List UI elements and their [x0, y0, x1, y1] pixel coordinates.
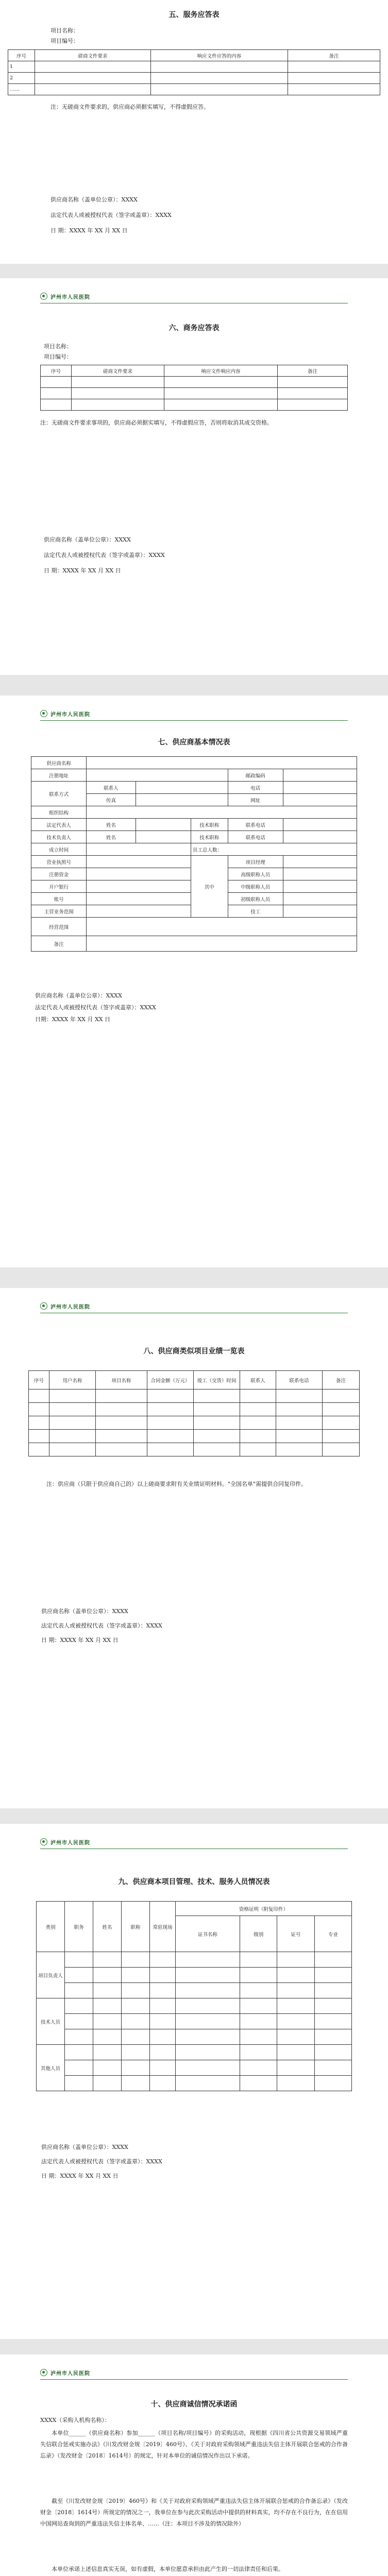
page-4: [0, 1288, 388, 1808]
page-header: [40, 1838, 348, 1849]
project-no-label: 项目编号：: [44, 353, 72, 360]
note: 注：供应商（只限于供应商自己的）以上磋商要求附有关业绩证明材料。"全国名单"需提供合同复印件。: [46, 1481, 307, 1487]
hospital-logo-icon: [40, 2369, 47, 2376]
personnel-table: [36, 1901, 352, 2091]
business-response-table: [40, 365, 348, 411]
group-label: 技术人员: [37, 1998, 65, 2045]
label: 项目经理: [228, 856, 283, 868]
page-header: [40, 1302, 348, 1313]
label: 注册资金: [31, 868, 87, 880]
note: 注：无磋商文件要求的，供应商必须据实填写，不得虚假应答。: [50, 104, 209, 110]
signature-date: 日 期：XXXX 年 XX 月 XX 日: [50, 227, 128, 234]
label: 员工总人数：: [191, 843, 357, 856]
col-header: 磋商文件要求: [35, 50, 151, 61]
label: 供应商名称: [31, 757, 87, 769]
signature-representative: 法定代表人或被授权代表（签字或盖章）：XXXX: [41, 2158, 162, 2165]
signature-date: 日期：XXXX 年 XX 月 XX 日: [35, 1016, 111, 1023]
project-no-label: 项目编号：: [50, 38, 79, 44]
supplier-basic-info-table: [31, 756, 357, 952]
label: 成立时间: [31, 843, 87, 856]
col-header: 备注: [278, 365, 348, 377]
signature-supplier: 供应商名称（盖单位公章）：XXXX: [50, 196, 138, 203]
page-title: 十、供应商诚信情况承诺函: [150, 2400, 238, 2409]
hospital-logo-icon: [40, 293, 47, 300]
page-title: 五、服务应答表: [168, 11, 220, 19]
col-header: 竣工（交货）时间: [194, 1371, 240, 1389]
col-header: 项目名称: [96, 1371, 147, 1389]
signature-supplier: 供应商名称（盖单位公章）：XXXX: [41, 1608, 128, 1615]
commitment-paragraph: 截至《川发改财金规〔2019〕460号》和《关于对政府采购领域严重违法失信主体开展联合惩戒的合作备忘录》（发改财金〔2018〕1614号）所规定的情况之一，我单位在参与此次采购活动中提供的材料真实，均不存在不良行为，在在信用中国网站查询到的严重违法失信主体名单、……（注：本项目不涉及的情况除外）: [40, 2498, 348, 2527]
page-title: 九、供应商本项目管理、技术、服务人员情况表: [118, 1878, 270, 1886]
label: 备注: [31, 936, 87, 952]
service-response-table: [8, 49, 380, 95]
col-header: 备注: [323, 1371, 360, 1389]
label: 技术职称: [191, 819, 228, 831]
label: 网址: [228, 794, 283, 806]
col-header: 磋商文件要求: [72, 365, 164, 377]
page-title: 八、供应商类似项目业绩一览表: [143, 1347, 245, 1355]
page-header: [40, 293, 348, 303]
col-header: 备注: [288, 50, 380, 61]
label: 传真: [87, 794, 136, 806]
col-subheader: 证书名称: [176, 1916, 240, 1952]
signature-supplier: 供应商名称（盖单位公章）：XXXX: [41, 2144, 128, 2150]
col-header: 资格证明（附复印件）: [176, 1902, 352, 1916]
hospital-logo-icon: [40, 1302, 47, 1310]
page-2: [0, 278, 388, 675]
label: 法定代表人: [31, 819, 87, 831]
col-header: 联系人: [240, 1371, 276, 1389]
label: 其中: [191, 856, 228, 918]
signature-supplier: 供应商名称（盖单位公章）：XXXX: [44, 536, 131, 543]
label: 技工: [228, 905, 283, 918]
performance-table: [28, 1370, 360, 1456]
label: 组织结构: [31, 806, 87, 819]
commitment-paragraph: 本单位承诺上述信息真实无误，如有虚假，本单位愿意承担由此产生的一切法律责任和后果。: [52, 2566, 284, 2572]
header-brand: 泸州市人民医院: [50, 295, 90, 300]
col-header: 职称: [122, 1902, 150, 1952]
page-title: 六、商务应答表: [168, 324, 220, 332]
commitment-paragraph: 本单位______（供应商名称）参加______（项目名称/项目编号）的采购活动，现根据《四川省公共资源交易领域严重失信联合惩戒实施办法》《川发改财金规〔2019〕460号》、《关于对政府采购领域严重违法失信主体开展联合惩戒的合作备忘录》（发改财金〔2018〕1614号）的规定，针对本单位的诚信情况作出以下承诺。: [40, 2430, 348, 2459]
project-name-label: 项目名称：: [44, 343, 72, 350]
signature-representative: 法定代表人或被授权代表（签字或盖章）：XXXX: [41, 1622, 162, 1629]
page-3: [0, 696, 388, 1267]
signature-date: 日 期：XXXX 年 XX 月 XX 日: [41, 1637, 119, 1643]
signature-supplier: 供应商名称（盖单位公章）：XXXX: [35, 992, 122, 999]
group-label: 其他人员: [37, 2045, 65, 2091]
label: 注册地址: [31, 769, 87, 782]
label: 主营业务范围: [31, 905, 87, 918]
page-header: [40, 2369, 348, 2380]
page-1: [0, 0, 388, 264]
note: 注：无磋商文件要求事项的，供应商必须据实填写，不得虚假应答，否则将取消其成交资格。: [40, 419, 273, 426]
col-subheader: 级别: [240, 1916, 277, 1952]
signature-representative: 法定代表人或被授权代表（签字或盖章）：XXXX: [44, 552, 165, 558]
col-header: 姓名: [93, 1902, 122, 1952]
col-header: 序号: [29, 1371, 49, 1389]
col-header: 职务: [65, 1902, 93, 1952]
label: 经营范围: [31, 918, 87, 936]
page-5: [0, 1824, 388, 2339]
col-header: 用户名称: [49, 1371, 96, 1389]
col-header: 响应文件应答的内容: [151, 50, 288, 61]
col-subheader: 专业: [314, 1916, 351, 1952]
header-brand: 泸州市人民医院: [50, 1304, 90, 1310]
header-brand: 泸州市人民医院: [50, 712, 90, 718]
label: 营业执照号: [31, 856, 87, 868]
header-brand: 泸州市人民医院: [50, 1840, 90, 1846]
signature-representative: 法定代表人或被授权代表（签字或盖章）：XXXX: [50, 212, 172, 218]
col-subheader: 证号: [277, 1916, 314, 1952]
page-title: 七、供应商基本情况表: [158, 738, 230, 747]
label: 姓名: [87, 819, 136, 831]
label: 联系电话: [228, 819, 283, 831]
row-index: ……: [8, 84, 35, 95]
label: 开户银行: [31, 880, 87, 893]
label: 联系电话: [228, 831, 283, 843]
label: 邮政编码: [228, 769, 283, 782]
label: 电话: [228, 782, 283, 794]
signature-date: 日 期：XXXX 年 XX 月 XX 日: [41, 2173, 119, 2179]
header-brand: 泸州市人民医院: [50, 2371, 90, 2377]
row-index: 2: [8, 73, 35, 84]
signature-representative: 法定代表人或被授权代表（签字或盖章）：XXXX: [35, 1004, 156, 1011]
col-header: 类别: [37, 1902, 65, 1952]
label: 高级职称人员: [228, 868, 283, 880]
label: 姓名: [87, 831, 136, 843]
col-header: 联系电话: [276, 1371, 323, 1389]
page-6: [0, 2354, 388, 2576]
label: 中级职称人员: [228, 880, 283, 893]
col-header: 常驻现场: [150, 1902, 176, 1952]
label: 联系人: [87, 782, 136, 794]
col-header: 序号: [8, 50, 35, 61]
row-index: 1: [8, 61, 35, 73]
label: 技术负责人: [31, 831, 87, 843]
hospital-logo-icon: [40, 1838, 47, 1845]
label: 联系方式: [31, 782, 87, 806]
signature-date: 日 期：XXXX 年 XX 月 XX 日: [44, 567, 121, 574]
col-header: 序号: [41, 365, 72, 377]
label: 账号: [31, 893, 87, 905]
group-label: 项目负责人: [37, 1952, 65, 1998]
col-header: 响应文件响应内容: [164, 365, 278, 377]
project-name-label: 项目名称：: [50, 27, 79, 34]
col-header: 合同金额（万元）: [147, 1371, 194, 1389]
addressee: XXXX（采购人机构名称）：: [40, 2417, 110, 2424]
hospital-logo-icon: [40, 710, 47, 717]
page-header: [40, 710, 348, 721]
label: 初级职称人员: [228, 893, 283, 905]
label: 技术职称: [191, 831, 228, 843]
